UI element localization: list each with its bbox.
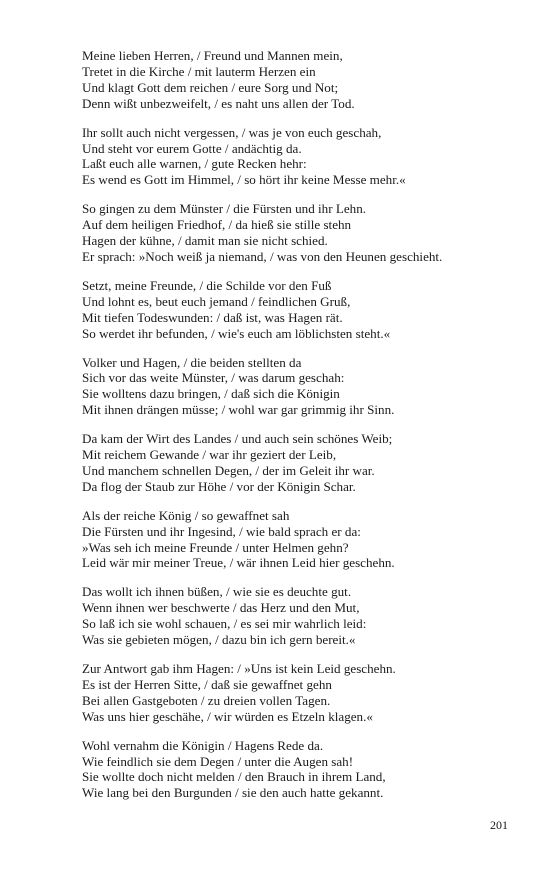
verse-line: Zur Antwort gab ihm Hagen: / »Uns ist kein Leid geschehn. [82, 661, 396, 676]
verse-line: Wie feindlich sie dem Degen / unter die Augen sah! [82, 753, 354, 769]
verse-line: Es wend es Gott im Himmel, / so hört ihr keine Messe mehr.« [82, 172, 406, 188]
verse-line: Meine lieben Herren, / Freund und Mannen mein, [82, 48, 343, 63]
verse-line: Setzt, meine Freunde, / die Schilde vor den Fuß [82, 277, 332, 293]
verse-line: Als der reiche König / so gewaffnet sah [82, 507, 290, 523]
verse-line: Das wollt ich ihnen büßen, / wie sie es deuchte gut. [82, 584, 352, 600]
stanza-3 [82, 201, 512, 265]
verse-line: Da flog der Staub zur Höhe / vor der Königin Schar. [82, 478, 356, 494]
verse-line: Volker und Hagen, / die beiden stellten da [82, 354, 302, 370]
stanza-6 [82, 431, 512, 495]
verse-line: Was sie gebieten mögen, / dazu bin ich gern bereit.« [82, 632, 356, 648]
stanza-7 [82, 508, 512, 572]
verse-line: Da kam der Wirt des Landes / und auch sein schönes Weib; [82, 431, 393, 447]
verse-line: Auf dem heiligen Friedhof, / da hieß sie stille stehn [82, 217, 352, 233]
verse-line: »Was seh ich meine Freunde / unter Helmen gehn? [82, 539, 349, 555]
page-number: 201 [490, 818, 508, 832]
verse-line: So gingen zu dem Münster / die Fürsten und ihr Lehn. [82, 201, 367, 217]
verse-line: Wenn ihnen wer beschwerte / das Herz und den Mut, [82, 600, 360, 616]
verse-line: Und klagt Gott dem reichen / eure Sorg und Not; [82, 79, 339, 95]
poem-text [82, 48, 512, 814]
verse-line: Ihr sollt auch nicht vergessen, / was je von euch geschah, [82, 124, 382, 140]
verse-line: Wie lang bei den Burgunden / sie den auch hatte gekannt. [82, 785, 384, 801]
stanza-10 [82, 738, 512, 802]
verse-line: Es ist der Herren Sitte, / daß sie gewaffnet gehn [82, 676, 332, 692]
stanza-5 [82, 355, 512, 419]
stanza-1 [82, 48, 512, 112]
verse-line: Sie wolltens dazu bringen, / daß sich die Königin [82, 386, 340, 402]
verse-line: Hagen der kühne, / damit man sie nicht schied. [82, 233, 328, 249]
verse-line: Und lohnt es, beut euch jemand / feindlichen Gruß, [82, 293, 351, 309]
stanza-9 [82, 661, 512, 725]
verse-line: Denn wißt unbezweifelt, / es naht uns allen der Tod. [82, 95, 355, 111]
verse-line: Mit tiefen Todeswunden: / daß ist, was Hagen rät. [82, 309, 343, 325]
verse-line: Leid wär mir meiner Treue, / wär ihnen Leid hier geschehn. [82, 555, 395, 571]
verse-line: Was uns hier geschähe, / wir würden es Etzeln klagen.« [82, 708, 373, 724]
verse-line: So werdet ihr befunden, / wie's euch am löblichsten steht.« [82, 325, 391, 341]
verse-line: Wohl vernahm die Königin / Hagens Rede da. [82, 737, 324, 753]
verse-line: Bei allen Gastgeboten / zu dreien vollen Tagen. [82, 692, 331, 708]
verse-line: Die Fürsten und ihr Ingesind, / wie bald sprach er da: [82, 523, 361, 539]
stanza-8 [82, 584, 512, 648]
verse-line: Mit ihnen drängen müsse; / wohl war gar grimmig ihr Sinn. [82, 402, 395, 418]
verse-line: Mit reichem Gewande / war ihr geziert der Leib, [82, 447, 337, 463]
verse-line: Und manchem schnellen Degen, / der im Geleit ihr war. [82, 462, 375, 478]
verse-line: Laßt euch alle warnen, / gute Recken hehr: [82, 156, 307, 172]
verse-line: Sich vor das weite Münster, / was darum geschah: [82, 370, 345, 386]
stanza-2 [82, 125, 512, 189]
verse-line: Und steht vor eurem Gotte / andächtig da. [82, 140, 302, 156]
verse-line: Sie wollte doch nicht melden / den Brauch in ihrem Land, [82, 769, 386, 785]
verse-line: So laß ich sie wohl schauen, / es sei mir wahrlich leid: [82, 616, 367, 632]
stanza-4 [82, 278, 512, 342]
verse-line: Er sprach: »Noch weiß ja niemand, / was von den Heunen geschieht. [82, 248, 443, 264]
verse-line: Tretet in die Kirche / mit lauterm Herzen ein [82, 63, 316, 79]
